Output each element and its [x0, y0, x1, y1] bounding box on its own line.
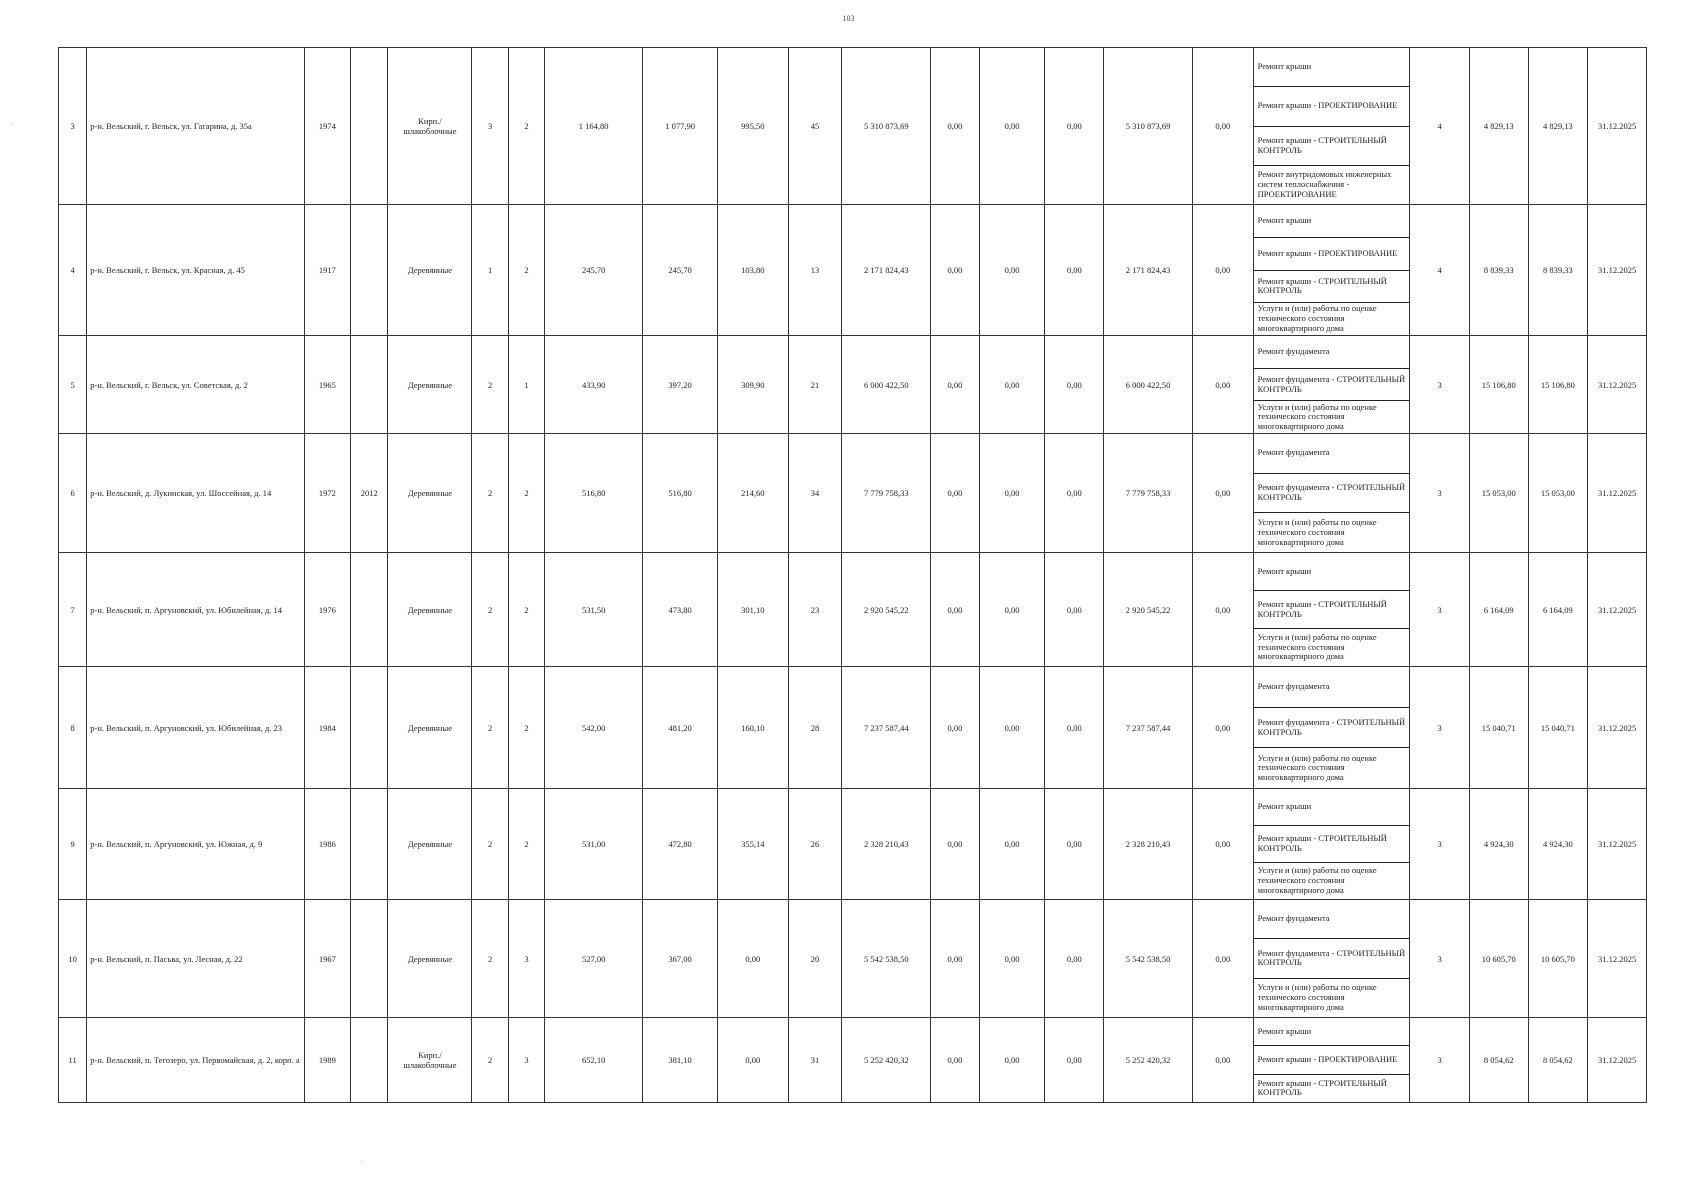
work-item: Ремонт фундамента - СТРОИТЕЛЬНЫЙ КОНТРОЛЬ: [1254, 369, 1410, 402]
cell-residents: 20: [788, 900, 842, 1018]
cell-wall-material: Деревянные: [388, 553, 472, 667]
cell-works: [1253, 667, 1410, 789]
cell-wall-material: Кирп./ шлакоблочные: [388, 48, 472, 205]
cell-works: [1253, 900, 1410, 1018]
work-item: Услуги и (или) работы по оценке технического состояния многоквартирного дома: [1257, 401, 1377, 432]
work-item: Ремонт фундамента: [1254, 667, 1410, 708]
works-list: [1254, 900, 1410, 1017]
works-list: [1254, 434, 1410, 552]
cell-cost-total: 5 310 873,69: [842, 48, 931, 205]
cell-cost-federal: 0,00: [931, 553, 980, 667]
cell-area-residential: 473,80: [643, 553, 718, 667]
table-row: [59, 553, 1647, 667]
cell-area-owned: 0,00: [717, 1018, 788, 1103]
cell-works: [1253, 789, 1410, 900]
cell-num: 6: [59, 434, 87, 553]
cell-unit-cost: 6 164,09: [1469, 553, 1528, 667]
cell-cost-total: 2 920 545,22: [842, 553, 931, 667]
work-item: Ремонт крыши - ПРОЕКТИРОВАНИЕ: [1254, 87, 1410, 126]
cell-entrances: 2: [508, 789, 544, 900]
cell-cost-local: 0,00: [1045, 336, 1104, 434]
cell-unit-cost-limit: 8 839,33: [1528, 205, 1588, 336]
cell-cost-federal: 0,00: [931, 434, 980, 553]
cell-entrances: 1: [508, 336, 544, 434]
works-list: [1254, 789, 1410, 899]
scan-mark: ·: [10, 120, 13, 129]
cell-area-owned: 214,60: [717, 434, 788, 553]
cell-works: [1253, 205, 1410, 336]
cell-year-built: 1989: [304, 1018, 350, 1103]
cell-cost-local: 0,00: [1045, 667, 1104, 789]
cell-address: р-н. Вельский, г. Вельск, ул. Красная, д. 45: [87, 205, 304, 336]
cell-area-owned: 355,14: [717, 789, 788, 900]
cell-unit-cost-limit: 15 053,00: [1528, 434, 1588, 553]
cell-area-owned: 995,50: [717, 48, 788, 205]
cell-address: р-н. Вельский, п. Тегозеро, ул. Первомайская, д. 2, корп. а: [87, 1018, 304, 1103]
cell-year-reconstruction: [351, 789, 388, 900]
cell-cost-owners: 7 237 587,44: [1104, 667, 1193, 789]
cell-cost-regional: 0,00: [979, 434, 1045, 553]
work-item: Услуги и (или) работы по оценке технического состояния многоквартирного дома: [1257, 865, 1377, 895]
cell-year-reconstruction: [351, 205, 388, 336]
cell-works: [1253, 434, 1410, 553]
cell-year-reconstruction: [351, 900, 388, 1018]
cell-unit-cost: 15 053,00: [1469, 434, 1528, 553]
cell-cost-other: 0,00: [1193, 336, 1254, 434]
cell-cost-owners: 2 920 545,22: [1104, 553, 1193, 667]
cell-entrances: 2: [508, 205, 544, 336]
table-row: [59, 667, 1647, 789]
cell-cost-other: 0,00: [1193, 667, 1254, 789]
cell-cost-federal: 0,00: [931, 1018, 980, 1103]
table-body: [59, 48, 1647, 1103]
cell-year-built: 1965: [304, 336, 350, 434]
cell-work-types: 3: [1410, 434, 1470, 553]
cell-cost-other: 0,00: [1193, 1018, 1254, 1103]
cell-deadline: 31.12.2025: [1588, 48, 1647, 205]
cell-num: 3: [59, 48, 87, 205]
cell-year-reconstruction: [351, 48, 388, 205]
cell-entrances: 2: [508, 667, 544, 789]
cell-num: 5: [59, 336, 87, 434]
cell-wall-material: Деревянные: [388, 434, 472, 553]
cell-cost-federal: 0,00: [931, 336, 980, 434]
cell-cost-regional: 0,00: [979, 789, 1045, 900]
cell-unit-cost: 8 839,33: [1469, 205, 1528, 336]
cell-year-built: 1917: [304, 205, 350, 336]
cell-works: [1253, 48, 1410, 205]
cell-area-total: 516,80: [545, 434, 643, 553]
cell-area-total: 531,50: [545, 553, 643, 667]
cell-year-reconstruction: 2012: [351, 434, 388, 553]
work-item: Ремонт крыши - СТРОИТЕЛЬНЫЙ КОНТРОЛЬ: [1254, 271, 1410, 304]
work-item: Ремонт крыши - ПРОЕКТИРОВАНИЕ: [1254, 1046, 1410, 1074]
cell-cost-other: 0,00: [1193, 434, 1254, 553]
work-item: Ремонт фундамента - СТРОИТЕЛЬНЫЙ КОНТРОЛЬ: [1254, 474, 1410, 514]
cell-work-types: 3: [1410, 900, 1470, 1018]
work-item: Ремонт крыши: [1254, 789, 1410, 826]
cell-area-residential: 245,70: [643, 205, 718, 336]
cell-floors: 2: [472, 434, 508, 553]
cell-area-total: 652,10: [545, 1018, 643, 1103]
cell-cost-total: 7 779 758,33: [842, 434, 931, 553]
cell-residents: 21: [788, 336, 842, 434]
cell-num: 4: [59, 205, 87, 336]
cell-work-types: 3: [1410, 789, 1470, 900]
cell-cost-local: 0,00: [1045, 205, 1104, 336]
works-list: [1254, 48, 1410, 204]
cell-unit-cost: 4 924,30: [1469, 789, 1528, 900]
cell-num: 10: [59, 900, 87, 1018]
cell-deadline: 31.12.2025: [1588, 789, 1647, 900]
cell-deadline: 31.12.2025: [1588, 1018, 1647, 1103]
work-item: Ремонт крыши: [1254, 48, 1410, 87]
cell-num: 7: [59, 553, 87, 667]
cell-cost-other: 0,00: [1193, 789, 1254, 900]
cell-cost-federal: 0,00: [931, 205, 980, 336]
cell-address: р-н. Вельский, п. Аргуновский, ул. Южная, д. 9: [87, 789, 304, 900]
cell-work-types: 3: [1410, 667, 1470, 789]
cell-cost-federal: 0,00: [931, 667, 980, 789]
cell-area-residential: 367,00: [643, 900, 718, 1018]
cell-unit-cost-limit: 6 164,09: [1528, 553, 1588, 667]
cell-residents: 28: [788, 667, 842, 789]
cell-cost-owners: 2 171 824,43: [1104, 205, 1193, 336]
work-item: Услуги и (или) работы по оценке технического состояния многоквартирного дома: [1257, 303, 1377, 333]
works-list: [1254, 1018, 1410, 1102]
work-item: Ремонт фундамента - СТРОИТЕЛЬНЫЙ КОНТРОЛЬ: [1254, 939, 1410, 978]
cell-area-total: 531,00: [545, 789, 643, 900]
work-item: Ремонт фундамента: [1254, 900, 1410, 939]
cell-area-residential: 516,80: [643, 434, 718, 553]
cell-cost-owners: 2 328 210,43: [1104, 789, 1193, 900]
cell-area-owned: 160,10: [717, 667, 788, 789]
cell-wall-material: Деревянные: [388, 789, 472, 900]
cell-cost-total: 5 252 420,32: [842, 1018, 931, 1103]
cell-floors: 2: [472, 789, 508, 900]
cell-cost-federal: 0,00: [931, 48, 980, 205]
cell-unit-cost-limit: 4 829,13: [1528, 48, 1588, 205]
cell-cost-regional: 0,00: [979, 336, 1045, 434]
cell-wall-material: Деревянные: [388, 667, 472, 789]
work-item: Ремонт крыши - СТРОИТЕЛЬНЫЙ КОНТРОЛЬ: [1254, 127, 1410, 166]
cell-area-residential: 1 077,90: [643, 48, 718, 205]
cell-cost-regional: 0,00: [979, 667, 1045, 789]
cell-floors: 2: [472, 336, 508, 434]
cell-area-residential: 381,10: [643, 1018, 718, 1103]
table-row: [59, 336, 1647, 434]
cell-floors: 3: [472, 48, 508, 205]
cell-area-total: 433,90: [545, 336, 643, 434]
cell-residents: 13: [788, 205, 842, 336]
cell-residents: 31: [788, 1018, 842, 1103]
cell-cost-total: 7 237 587,44: [842, 667, 931, 789]
cell-area-total: 527,00: [545, 900, 643, 1018]
cell-unit-cost: 15 040,71: [1469, 667, 1528, 789]
cell-cost-other: 0,00: [1193, 205, 1254, 336]
cell-deadline: 31.12.2025: [1588, 900, 1647, 1018]
cell-residents: 34: [788, 434, 842, 553]
cell-work-types: 3: [1410, 336, 1470, 434]
cell-unit-cost: 4 829,13: [1469, 48, 1528, 205]
cell-entrances: 3: [508, 900, 544, 1018]
cell-floors: 1: [472, 205, 508, 336]
cell-address: р-н. Вельский, п. Аргуновский, ул. Юбилейная, д. 23: [87, 667, 304, 789]
cell-address: р-н. Вельский, п. Пасьва, ул. Лесная, д. 22: [87, 900, 304, 1018]
cell-area-total: 542,00: [545, 667, 643, 789]
work-item: Ремонт крыши - СТРОИТЕЛЬНЫЙ КОНТРОЛЬ: [1254, 591, 1410, 629]
cell-year-built: 1967: [304, 900, 350, 1018]
table-row: [59, 900, 1647, 1018]
cell-cost-local: 0,00: [1045, 48, 1104, 205]
cell-year-built: 1986: [304, 789, 350, 900]
cell-area-residential: 397,20: [643, 336, 718, 434]
cell-cost-total: 2 328 210,43: [842, 789, 931, 900]
cell-floors: 2: [472, 900, 508, 1018]
work-item: Ремонт внутридомовых инженерных систем теплоснабжения - ПРОЕКТИРОВАНИЕ: [1257, 169, 1392, 199]
cell-cost-regional: 0,00: [979, 1018, 1045, 1103]
cell-area-residential: 472,80: [643, 789, 718, 900]
cell-unit-cost-limit: 10 605,70: [1528, 900, 1588, 1018]
work-item: Услуги и (или) работы по оценке технического состояния многоквартирного дома: [1257, 752, 1377, 783]
cell-cost-regional: 0,00: [979, 48, 1045, 205]
work-item: Ремонт крыши: [1254, 205, 1410, 238]
cell-residents: 23: [788, 553, 842, 667]
cell-num: 9: [59, 789, 87, 900]
cell-area-total: 1 164,80: [545, 48, 643, 205]
work-item: Ремонт крыши - ПРОЕКТИРОВАНИЕ: [1254, 238, 1410, 271]
scan-mark: ·: [360, 1158, 363, 1167]
work-item: Услуги и (или) работы по оценке технического состояния многоквартирного дома: [1257, 517, 1377, 547]
cell-cost-owners: 5 542 538,50: [1104, 900, 1193, 1018]
cell-cost-local: 0,00: [1045, 434, 1104, 553]
cell-works: [1253, 336, 1410, 434]
cell-work-types: 3: [1410, 553, 1470, 667]
cell-cost-owners: 6 000 422,50: [1104, 336, 1193, 434]
work-item: Услуги и (или) работы по оценке технического состояния многоквартирного дома: [1257, 631, 1377, 662]
work-item: Ремонт крыши - СТРОИТЕЛЬНЫЙ КОНТРОЛЬ: [1254, 826, 1410, 863]
cell-unit-cost-limit: 15 040,71: [1528, 667, 1588, 789]
cell-year-built: 1984: [304, 667, 350, 789]
cell-floors: 2: [472, 553, 508, 667]
cell-cost-local: 0,00: [1045, 900, 1104, 1018]
cell-cost-local: 0,00: [1045, 553, 1104, 667]
cell-unit-cost: 8 054,62: [1469, 1018, 1528, 1103]
cell-cost-total: 5 542 538,50: [842, 900, 931, 1018]
table-row: [59, 434, 1647, 553]
cell-cost-regional: 0,00: [979, 900, 1045, 1018]
work-item: Ремонт крыши - СТРОИТЕЛЬНЫЙ КОНТРОЛЬ: [1257, 1077, 1387, 1098]
repair-program-table: [58, 47, 1647, 1103]
cell-cost-other: 0,00: [1193, 48, 1254, 205]
cell-work-types: 3: [1410, 1018, 1470, 1103]
cell-unit-cost-limit: 15 106,80: [1528, 336, 1588, 434]
cell-residents: 26: [788, 789, 842, 900]
work-item: Ремонт крыши: [1254, 1018, 1410, 1046]
work-item: Ремонт фундамента: [1254, 336, 1410, 369]
cell-cost-other: 0,00: [1193, 553, 1254, 667]
cell-area-owned: 309,90: [717, 336, 788, 434]
cell-address: р-н. Вельский, г. Вельск, ул. Гагарина, д. 35а: [87, 48, 304, 205]
cell-area-owned: 103,80: [717, 205, 788, 336]
cell-year-reconstruction: [351, 553, 388, 667]
cell-wall-material: Кирп./ шлакоблочные: [388, 1018, 472, 1103]
cell-entrances: 2: [508, 553, 544, 667]
cell-num: 11: [59, 1018, 87, 1103]
cell-entrances: 2: [508, 434, 544, 553]
cell-work-types: 4: [1410, 205, 1470, 336]
cell-cost-local: 0,00: [1045, 789, 1104, 900]
cell-unit-cost: 10 605,70: [1469, 900, 1528, 1018]
cell-year-reconstruction: [351, 667, 388, 789]
cell-cost-local: 0,00: [1045, 1018, 1104, 1103]
cell-cost-regional: 0,00: [979, 205, 1045, 336]
cell-address: р-н. Вельский, г. Вельск, ул. Советская, д. 2: [87, 336, 304, 434]
cell-wall-material: Деревянные: [388, 205, 472, 336]
works-list: [1254, 667, 1410, 788]
work-item: Ремонт крыши: [1254, 553, 1410, 591]
cell-unit-cost: 15 106,80: [1469, 336, 1528, 434]
works-list: [1254, 336, 1410, 433]
cell-deadline: 31.12.2025: [1588, 553, 1647, 667]
cell-cost-regional: 0,00: [979, 553, 1045, 667]
work-item: Ремонт фундамента - СТРОИТЕЛЬНЫЙ КОНТРОЛЬ: [1254, 708, 1410, 749]
work-item: Ремонт фундамента: [1254, 434, 1410, 474]
cell-wall-material: Деревянные: [388, 900, 472, 1018]
cell-floors: 2: [472, 1018, 508, 1103]
cell-area-residential: 481,20: [643, 667, 718, 789]
table-row: [59, 789, 1647, 900]
page-number: 103: [842, 14, 855, 23]
cell-unit-cost-limit: 8 054,62: [1528, 1018, 1588, 1103]
cell-wall-material: Деревянные: [388, 336, 472, 434]
cell-cost-other: 0,00: [1193, 900, 1254, 1018]
cell-deadline: 31.12.2025: [1588, 434, 1647, 553]
cell-unit-cost-limit: 4 924,30: [1528, 789, 1588, 900]
cell-cost-owners: 7 779 758,33: [1104, 434, 1193, 553]
cell-cost-owners: 5 310 873,69: [1104, 48, 1193, 205]
cell-year-reconstruction: [351, 336, 388, 434]
cell-area-owned: 0,00: [717, 900, 788, 1018]
work-item: Услуги и (или) работы по оценке технического состояния многоквартирного дома: [1257, 982, 1377, 1012]
cell-entrances: 2: [508, 48, 544, 205]
cell-area-total: 245,70: [545, 205, 643, 336]
cell-residents: 45: [788, 48, 842, 205]
cell-works: [1253, 1018, 1410, 1103]
table-row: [59, 1018, 1647, 1103]
cell-deadline: 31.12.2025: [1588, 205, 1647, 336]
table-row: [59, 48, 1647, 205]
cell-entrances: 3: [508, 1018, 544, 1103]
cell-works: [1253, 553, 1410, 667]
cell-cost-owners: 5 252 420,32: [1104, 1018, 1193, 1103]
works-list: [1254, 553, 1410, 666]
cell-address: р-н. Вельский, п. Аргуновский, ул. Юбилейная, д. 14: [87, 553, 304, 667]
cell-deadline: 31.12.2025: [1588, 667, 1647, 789]
cell-address: р-н. Вельский, д. Лукинская, ул. Шоссейная, д. 14: [87, 434, 304, 553]
cell-deadline: 31.12.2025: [1588, 336, 1647, 434]
cell-floors: 2: [472, 667, 508, 789]
cell-area-owned: 301,10: [717, 553, 788, 667]
cell-num: 8: [59, 667, 87, 789]
cell-cost-federal: 0,00: [931, 900, 980, 1018]
cell-year-reconstruction: [351, 1018, 388, 1103]
cell-work-types: 4: [1410, 48, 1470, 205]
works-list: [1254, 205, 1410, 335]
cell-year-built: 1972: [304, 434, 350, 553]
cell-year-built: 1974: [304, 48, 350, 205]
table-row: [59, 205, 1647, 336]
cell-year-built: 1976: [304, 553, 350, 667]
cell-cost-total: 6 000 422,50: [842, 336, 931, 434]
cell-cost-total: 2 171 824,43: [842, 205, 931, 336]
cell-cost-federal: 0,00: [931, 789, 980, 900]
